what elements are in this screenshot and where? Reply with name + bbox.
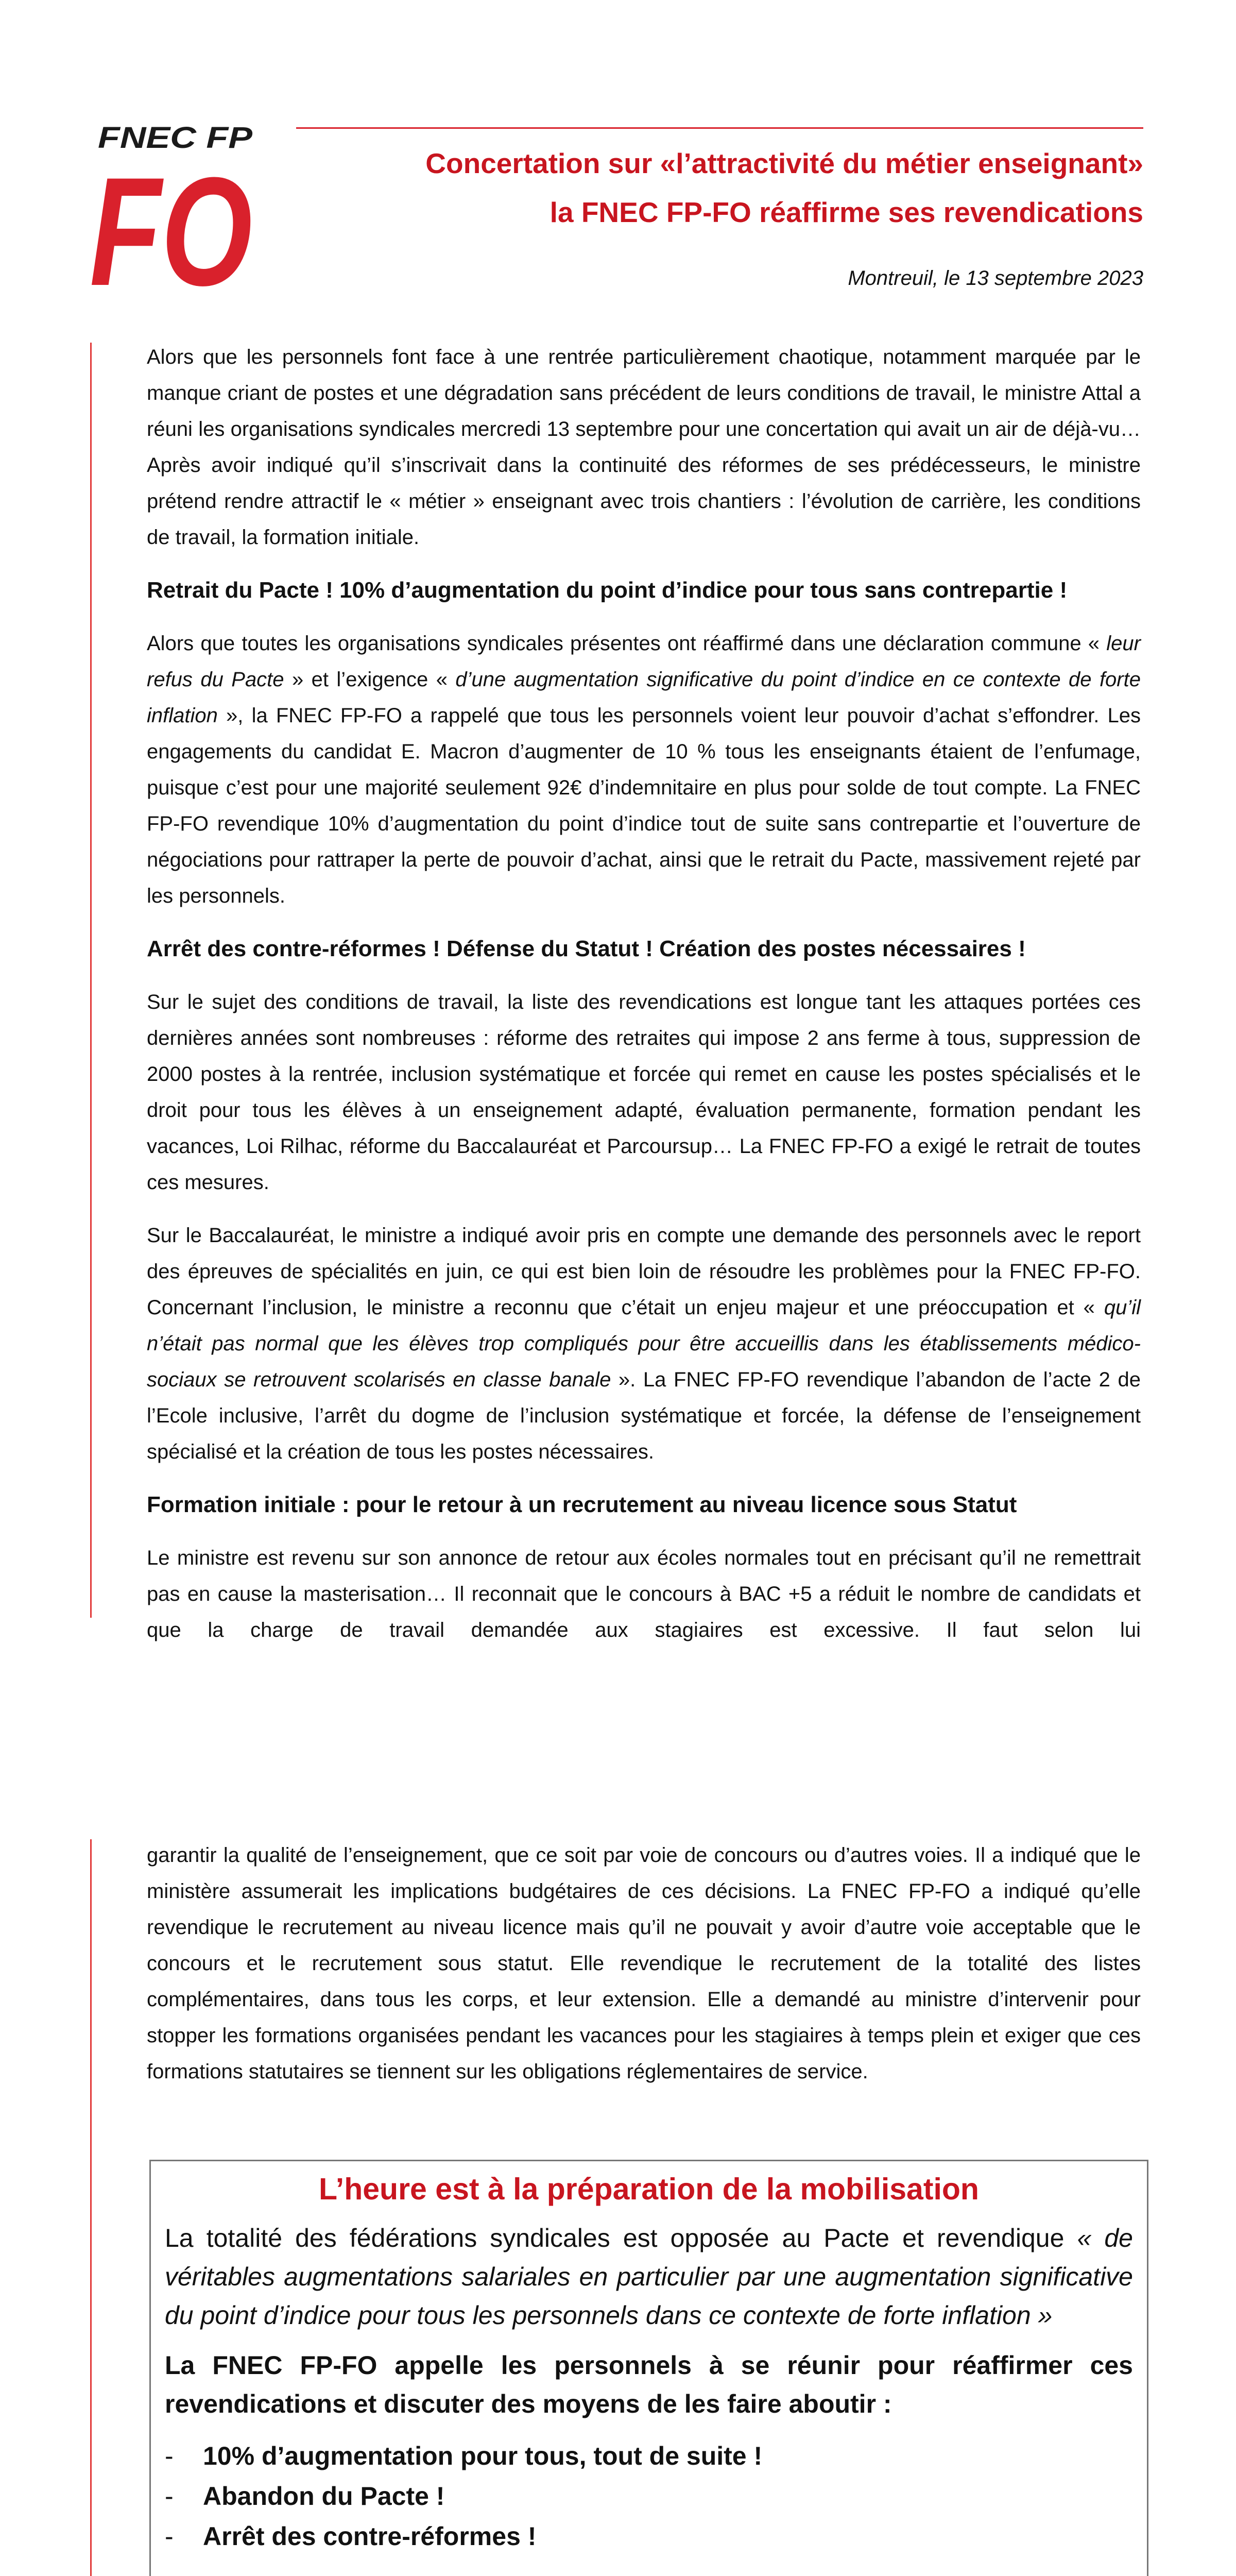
paragraph: Le ministre est revenu sur son annonce de retour aux écoles normales tout en précisant qu’il ne remettrait pas en cause la masterisation… Il reconnait que le concours à BAC +5 a réduit le nombre de candidats et que la charge de travail demandée aux stagiaires est excessive. Il faut selon lui [147,1547,1141,1641]
box-title: L’heure est à la préparation de la mobilisation [319,2172,979,2206]
section-heading: Arrêt des contre-réformes ! Défense du Statut ! Création des postes nécessaires ! [147,936,1026,961]
header-rule [296,127,1143,129]
article-body-part-2 [147,1837,1141,2090]
margin-rule [90,343,92,1618]
box-intro: La totalité des fédérations syndicales est opposée au Pacte et revendique « de véritables augmentations salariales en particulier par une augmentation significative du point d’indice pour tous les personnels dans ce contexte de forte inflation » [165,2224,1133,2330]
paragraph: garantir la qualité de l’enseignement, que ce soit par voie de concours ou d’autres voies. Il a indiqué que le ministère assumerait les implications budgétaires de ces décisions. La FNEC FP-FO a indiqué qu’elle revendique le recrutement au niveau licence mais qu’il ne pouvait y avoir d’autre voie acceptable que le concours et le recrutement sous statut. Elle revendique le recrutement de la totalité des listes complémentaires, dans tous les corps, et leur extension. Elle a demandé au ministre d’intervenir pour stopper les formations organisées pendant les vacances pour les stagiaires à temps plein et exiger que ces formations statutaires se tiennent sur les obligations réglementaires de service. [147,1844,1141,2083]
logo-small-text: FNEC FP [98,121,253,155]
box-call-to-action: La FNEC FP-FO appelle les personnels à se réunir pour réaffirmer ces revendications et discuter des moyens de les faire aboutir : [165,2351,1133,2418]
quote: « de véritables augmentations salariales en particulier par une augmentation significative du point d’indice pour tous les personnels dans ce contexte de forte inflation » [165,2224,1133,2330]
quote: qu’il n’était pas normal que les élèves trop compliqués pour être accueillis dans les établissements médico-sociaux se retrouvent scolarisés en classe banale [147,1296,1141,1391]
demands-list [165,2436,1133,2556]
section-heading: Formation initiale : pour le retour à un recrutement au niveau licence sous Statut [147,1492,1017,1517]
section-heading: Retrait du Pacte ! 10% d’augmentation du point d’indice pour tous sans contrepartie ! [147,578,1068,603]
article-body-part-1 [147,339,1141,1648]
quote: d’une augmentation significative du point d’indice en ce contexte de forte inflation [147,668,1141,727]
list-item: - Abandon du Pacte ! [165,2482,445,2511]
dateline: Montreuil, le 13 septembre 2023 [848,267,1143,290]
paragraph: Sur le Baccalauréat, le ministre a indiqué avoir pris en compte une demande des personnels avec le report des épreuves de spécialités en juin, ce qui est bien loin de résoudre les problèmes pour la FNEC FP-FO. Concernant l’inclusion, le ministre a reconnu que c’était un enjeu majeur et une préoccupation et « qu’il n’était pas normal que les élèves trop compliqués pour être accueillis dans les établissements médico-sociaux se retrouvent scolarisés en classe banale ». La FNEC FP-FO revendique l’abandon de l’acte 2 de l’Ecole inclusive, l’arrêt du dogme de l’inclusion systématique et forcée, la défense de l’enseignement spécialisé et la création de tous les postes nécessaires. [147,1224,1141,1463]
paragraph: Sur le sujet des conditions de travail, la liste des revendications est longue tant les attaques portées ces dernières années sont nombreuses : réforme des retraites qui impose 2 ans ferme à tous, suppression de 2000 postes à la rentrée, inclusion systématique et forcée qui remet en cause les postes spécialisés et le droit pour tous les élèves à un enseignement adapté, évaluation permanente, formation pendant les vacances, Loi Rilhac, réforme du Baccalauréat et Parcoursup… La FNEC FP-FO a exigé le retrait de toutes ces mesures. [147,991,1141,1194]
page-title-line-2: la FNEC FP-FO réaffirme ses revendications [550,196,1143,228]
paragraph: Alors que les personnels font face à une rentrée particulièrement chaotique, notamment marquée par le manque criant de postes et une dégradation sans précédent de leurs conditions de travail, le ministre Attal a réuni les organisations syndicales mercredi 13 septembre pour une concertation qui avait un air de déjà-vu… Après avoir indiqué qu’il s’inscrivait dans la continuité des réformes de ses prédécesseurs, le ministre prétend rendre attractif le « métier » enseignant avec trois chantiers : l’évolution de carrière, les conditions de travail, la formation initiale. [147,346,1141,549]
logo-big-text: FO [90,145,252,318]
list-item: - Arrêt des contre-réformes ! [165,2522,537,2551]
list-item: - 10% d’augmentation pour tous, tout de suite ! [165,2442,763,2470]
quote: leur refus du Pacte [147,632,1141,691]
paragraph: Alors que toutes les organisations syndicales présentes ont réaffirmé dans une déclaration commune « leur refus du Pacte » et l’exigence « d’une augmentation significative du point d’indice en ce contexte de forte inflation », la FNEC FP-FO a rappelé que tous les personnels voient leur pouvoir d’achat s’effondrer. Les engagements du candidat E. Macron d’augmenter de 10 % tous les enseignants étaient de l’enfumage, puisque c’est pour une majorité seulement 92€ d’indemnitaire en plus pour solde de tout compte. La FNEC FP-FO revendique 10% d’augmentation du point d’indice tout de suite sans contrepartie et l’ouverture de négociations pour rattraper la perte de pouvoir d’achat, ainsi que le retrait du Pacte, massivement rejeté par les personnels. [147,632,1141,907]
mobilisation-box [149,2160,1148,2576]
margin-rule [90,1839,92,2576]
fnec-fp-fo-logo [90,121,258,318]
page-title-line-1: Concertation sur «l’attractivité du métier enseignant» [425,147,1143,179]
